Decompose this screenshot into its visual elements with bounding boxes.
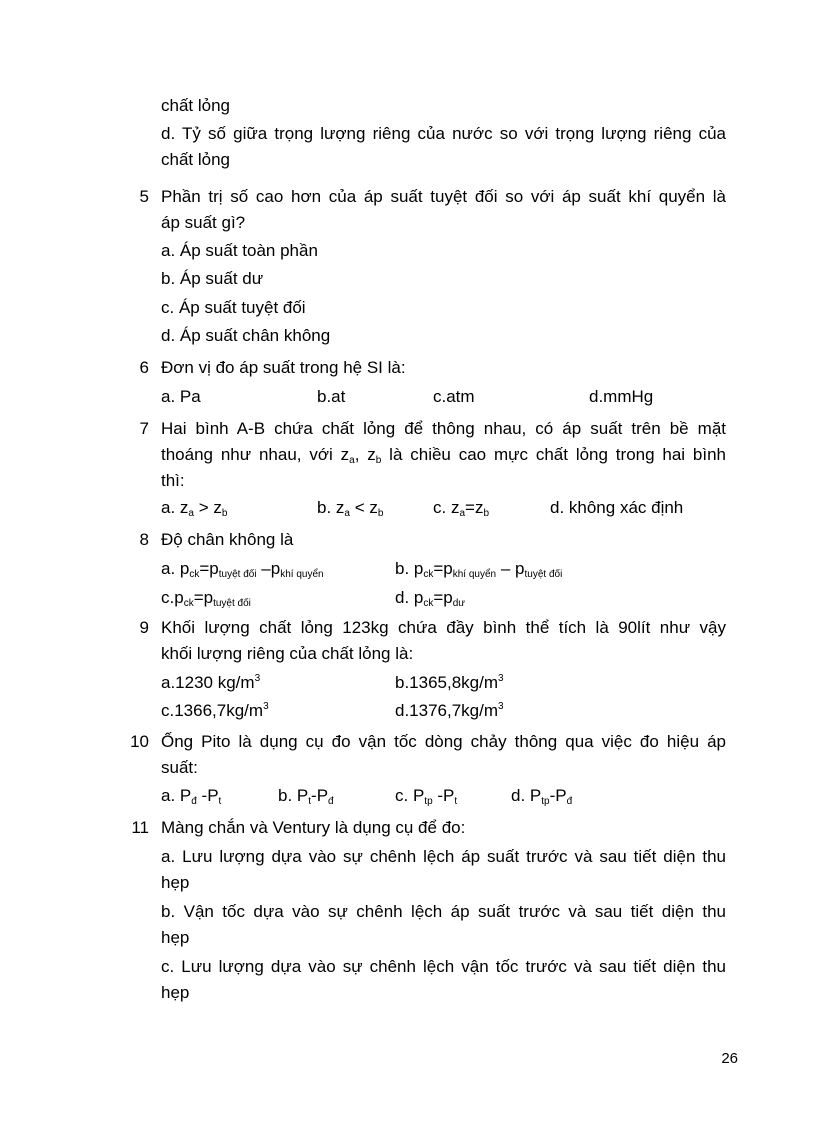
answer-option-b: b. $p_{ck}=p_{khí quyển} - p_{tuyệt đối}$	[395, 559, 563, 580]
answer-option-a: a. $z_a > z_b$	[161, 498, 228, 519]
answer-option-c: $c.1366,7kg/m^3$	[161, 701, 269, 720]
question-number: 7	[139, 419, 149, 438]
question-text: Độ chân không là	[161, 530, 294, 549]
answer-option-b: b. Áp suất dư	[161, 269, 264, 288]
answer-option-b: b. $P_t-P_đ$	[278, 786, 334, 807]
question-text: Màng chắn và Ventury là dụng cụ để đo:	[161, 818, 466, 837]
answer-option-b: b.at	[317, 387, 346, 406]
question-text: Khối lượng chất lỏng 123kg chứa đầy bình thể tích là 90lít như vậy	[161, 618, 726, 637]
question-text: thoáng như nhau, với $z_a$, $z_b$ là chiều cao mực chất lỏng trong hai bình	[161, 445, 727, 466]
question-text: Đơn vị đo áp suất trong hệ SI là:	[161, 358, 406, 377]
answer-option-b: b. Vận tốc dựa vào sự chênh lệch áp suất trước và sau tiết diện thu	[161, 902, 726, 921]
answer-option-d: $d.1376,7kg/m^3$	[395, 701, 504, 720]
question-number: 11	[131, 818, 149, 837]
answer-option-c: c. $z_a=z_b$	[433, 498, 490, 519]
answer-option-b-cont: hẹp	[161, 928, 190, 947]
answer-option-a: a. $P_đ$ $-P_t$	[161, 786, 222, 807]
answer-option-b: b. $z_a < z_b$	[317, 498, 384, 519]
answer-option-c: c.atm	[433, 387, 475, 406]
question-number: 10	[130, 732, 149, 751]
answer-option-a: a. Pa	[161, 387, 201, 406]
prev-answer-tail: chất lỏng	[161, 96, 230, 115]
question-number: 6	[139, 358, 149, 377]
page-number: 26	[721, 1050, 738, 1067]
answer-option-c-cont: hẹp	[161, 983, 190, 1002]
question-text: khối lượng riêng của chất lỏng là:	[161, 644, 414, 663]
answer-option-a: a.1230 $kg/m^3$	[161, 673, 261, 692]
answer-option-a: a. Áp suất toàn phần	[161, 241, 318, 260]
answer-option-d: d. không xác định	[550, 498, 684, 517]
question-text: Ống Pito là dụng cụ đo vận tốc dòng chảy thông qua việc đo hiệu áp	[161, 732, 726, 751]
answer-option-c: c. $P_{tp}$ $-P_t$	[395, 786, 458, 807]
answer-option-a: a. Lưu lượng dựa vào sự chênh lệch áp suất trước và sau tiết diện thu	[161, 847, 726, 866]
answer-option-a-cont: hẹp	[161, 873, 190, 892]
question-number: 9	[139, 618, 149, 637]
prev-answer-d-line1: d. Tỷ số giữa trọng lượng riêng của nước so với trọng lượng riêng của	[161, 124, 726, 143]
answer-option-d: d. Áp suất chân không	[161, 326, 331, 345]
answer-option-d: d. $P_{tp}-P_đ$	[511, 786, 573, 807]
answer-option-d: d.mmHg	[589, 387, 654, 406]
prev-answer-d-line2: chất lỏng	[161, 150, 230, 169]
answer-option-a: a. $p_{ck}=p_{tuyệt đối}$ $-p_{khí quyển}$	[161, 559, 324, 580]
answer-option-c: c. Áp suất tuyệt đối	[161, 298, 306, 317]
question-number: 5	[139, 187, 149, 206]
question-number: 8	[139, 530, 149, 549]
answer-option-d: d. $p_{ck}=p_{dư}$	[395, 588, 466, 609]
answer-option-c: $c.p_{ck}=p_{tuyệt đối}$	[161, 588, 251, 609]
question-text: Phần trị số cao hơn của áp suất tuyệt đối so với áp suất khí quyển là	[161, 187, 726, 206]
question-text: thì:	[161, 471, 185, 490]
question-text: suất:	[161, 758, 198, 777]
question-text: áp suất gì?	[161, 213, 246, 232]
question-text: Hai bình A-B chứa chất lỏng để thông nhau, có áp suất trên bề mặt	[161, 419, 726, 438]
answer-option-c: c. Lưu lượng dựa vào sự chênh lệch vận tốc trước và sau tiết diện thu	[161, 957, 726, 976]
answer-option-b: $b.1365,8kg/m^3$	[395, 673, 504, 692]
